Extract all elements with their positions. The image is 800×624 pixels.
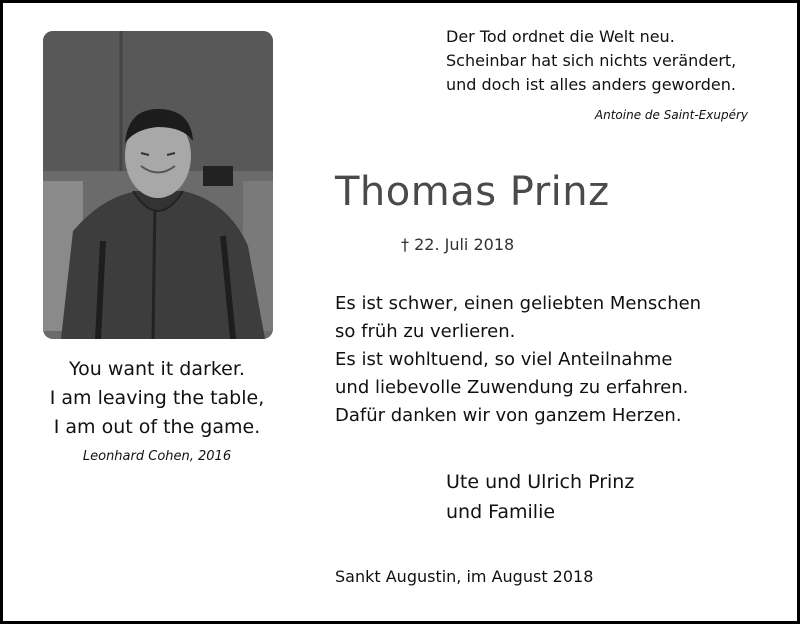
thank-you-message xyxy=(335,290,775,430)
portrait-photo xyxy=(43,31,273,339)
death-date: † 22. Juli 2018 xyxy=(401,235,515,254)
family-line: und Familie xyxy=(446,501,556,523)
saint-exupery-quote xyxy=(446,25,776,127)
quote-line: und doch ist alles anders geworden. xyxy=(446,75,736,94)
family-line: Ute und Ulrich Prinz xyxy=(446,471,635,493)
message-line: Dafür danken wir von ganzem Herzen. xyxy=(335,405,682,426)
place-and-date: Sankt Augustin, im August 2018 xyxy=(335,567,594,586)
message-line: und liebevolle Zuwendung zu erfahren. xyxy=(335,377,689,398)
cohen-quote xyxy=(41,355,273,468)
family-signature xyxy=(446,467,634,527)
portrait-image xyxy=(43,31,273,339)
quote-line: I am leaving the table, xyxy=(49,387,265,409)
message-line: Es ist wohltuend, so viel Anteilnahme xyxy=(335,349,673,370)
quote-author: Leonhard Cohen, 2016 xyxy=(82,449,232,464)
quote-line: You want it darker. xyxy=(69,358,245,380)
message-line: so früh zu verlieren. xyxy=(335,321,516,342)
quote-line: Scheinbar hat sich nichts verändert, xyxy=(446,51,737,70)
message-line: Es ist schwer, einen geliebten Menschen xyxy=(335,293,702,314)
quote-author: Antoine de Saint-Exupéry xyxy=(594,108,748,122)
deceased-name: Thomas Prinz xyxy=(335,169,610,215)
quote-line: Der Tod ordnet die Welt neu. xyxy=(446,27,675,46)
quote-line: I am out of the game. xyxy=(53,416,261,438)
